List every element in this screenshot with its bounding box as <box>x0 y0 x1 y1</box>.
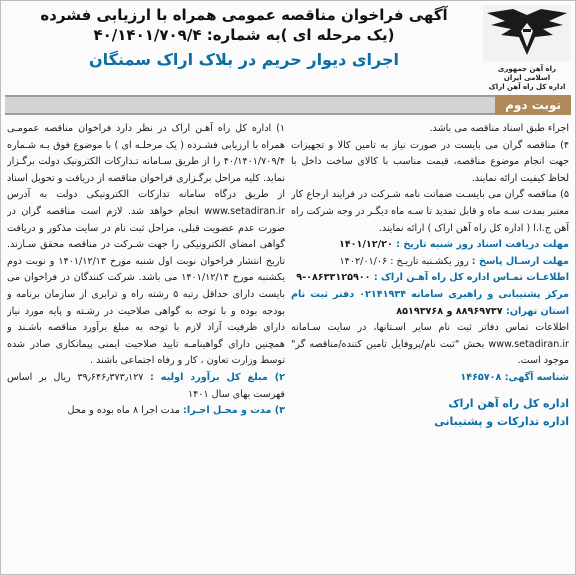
logo-caption-2: اسلامی ایران <box>503 74 551 82</box>
clause-3-continued: اجراء طبق اسناد مناقصه می باشد. <box>429 123 569 134</box>
clause-2 <box>7 370 285 403</box>
winged-emblem-icon <box>483 5 571 61</box>
notice-subject: اجرای دیوار حریم در بلاک اراک سمنگان <box>88 50 399 69</box>
notice-titles <box>9 5 479 71</box>
support-center <box>291 287 569 320</box>
contact-label: اطلاعـات تمـاس اداره کل راه آهـن اراک : <box>373 272 569 284</box>
notice-body <box>7 121 569 570</box>
duration-label: ۳) مدت و محـل اجـرا: <box>183 405 285 417</box>
ad-id-value: ۱۴۶۵۷۰۸ <box>460 371 505 383</box>
support-label: مرکز پشتیبانی و راهبری سامانه ۰۲۱۴۱۹۳۴ دفتر ثبت نام استان تهران: <box>291 288 569 317</box>
railway-logo <box>483 5 571 97</box>
support-phones: ۸۸۹۶۹۷۳۷ و ۸۵۱۹۳۷۶۸ <box>396 305 506 317</box>
submission-deadline-value: روز یکشـنبه تاریـخ : ۱۴۰۲/۰۱/۰۶ <box>339 255 472 267</box>
contact-phone: ۰۸۶۳۳۱۲۵۹۰۰-۹ <box>296 272 374 284</box>
publication-round-badge: نوبت دوم <box>495 95 571 115</box>
ad-id-label: شناسه آگهی: <box>504 371 569 383</box>
document-deadline-label: مهلت دریافت اسناد روز شنبه تاریخ : <box>396 239 569 251</box>
clause-1: ۱) اداره کل راه آهـن اراک در نظر دارد فراخوان مناقصه عمومـی همراه با ارزیابی فشـرده ( یک مرحلـه ای ) با موضوع فوق بـه شـماره ۴۰/۱۴۰۱/۷۰۹/۴ را از طریق سـامانه تـدارکات الکترونیک دولت برگـزار نماید. کلیه مراحل برگـزاری فراخوان مناقصه از دریافت و تحویل اسناد از طریق درگاه سامانه تدارکات الکترونیکی دولت به آدرس www.setadiran.ir انجام خواهد شد. لازم است مناقصه گران در صورت عدم عضویت قبلی، مراحل ثبت نام در سایت مذکور و دریافت گواهی امضای الکترونیکی را جهت شـرکت در مناقصه محقق سـازند. تاریخ انتشار فراخوان نوبت اول شنبه مورخ ۱۴۰۱/۱۲/۱۳ و نوبت دوم یکشنبه مورخ ۱۴۰۱/۱۲/۱۴ می باشد. شرکت کنندگان در فراخوان می بایست دارای حداقل رتبه ۵ رشته راه و ترابری از سازمان برنامه و بودجه بوده و با توجه به گواهی صلاحیت در رشـته و پایه مورد نیاز دارای ظرفیت آزاد لازم با توجه به مبلغ برآورد مناقصه باشـند و همچنین دارای گواهینامـه تایید صلاحیت ایمنی پیمانکاری صادر شده توسط وزارت تعاون ، کار و رفاه اجتماعی باشند . <box>7 123 285 367</box>
notice-header <box>1 5 575 101</box>
duration-value: مدت اجرا ۸ ماه بوده و محل <box>67 405 184 417</box>
signature-block <box>291 395 569 431</box>
clause-5: ۵) مناقصه گران می بایسـت ضمانت نامه شـرکت در فرایند ارجاع کار معتبر بمدت سـه ماه و قابل تمدید تا سـه ماه دیگـر در وجه شرکت راه آهن ج.ا.ا ( اداره کل راه آهن اراک ) ارائه نمایند. <box>291 189 569 234</box>
estimate-value: ۳۹٫۶۴۶٫۳۷۳٫۱۲۷ ریال بر اساس فهرست بهای سال ۱۴۰۱ <box>7 371 285 400</box>
right-column <box>7 121 285 570</box>
ad-id <box>291 370 569 387</box>
document-deadline <box>291 237 569 254</box>
clause-4: ۴) مناقصه گران می بایست در صورت نیاز به تامین کالا و تجهیزات جهت انجام موضوع مناقصه، قیمت مناسب با کالای ساخت داخل با لحاظ کیفیت ارائه نمایند. <box>291 139 569 184</box>
logo-caption-1: راه آهن جمهوری <box>497 65 557 73</box>
header-divider-band <box>5 95 571 115</box>
clause-3 <box>7 403 285 420</box>
estimate-label: ۲) مبلغ کل برآورد اولیه : <box>150 371 285 383</box>
logo-caption-3: اداره کل راه آهن اراک <box>488 83 566 91</box>
submission-deadline-label: مهلت ارسـال پاسخ : <box>471 255 569 267</box>
submission-deadline <box>291 254 569 271</box>
signature-line-1: اداره کل راه آهن اراک <box>448 396 569 410</box>
document-deadline-value: ۱۴۰۱/۱۲/۲۰ <box>338 239 397 251</box>
contact-info <box>291 270 569 287</box>
registration-info: اطلاعات تماس دفاتر ثبت نام سایر اسـتانها، در سایت سـامانه www.setadiran.ir بخش "ثبت نام/پروفایل تامین کننده/مناقصه گر" موجود است. <box>291 322 569 367</box>
signature-line-2: اداره تدارکات و پشتیبانی <box>434 414 569 428</box>
notice-title: آگهی فراخوان مناقصه عمومی همراه با ارزیابی فشرده <box>40 6 448 24</box>
notice-number: (یک مرحله ای )به شماره: ۴۰/۱۴۰۱/۷۰۹/۴ <box>93 26 395 44</box>
left-column <box>291 121 569 570</box>
